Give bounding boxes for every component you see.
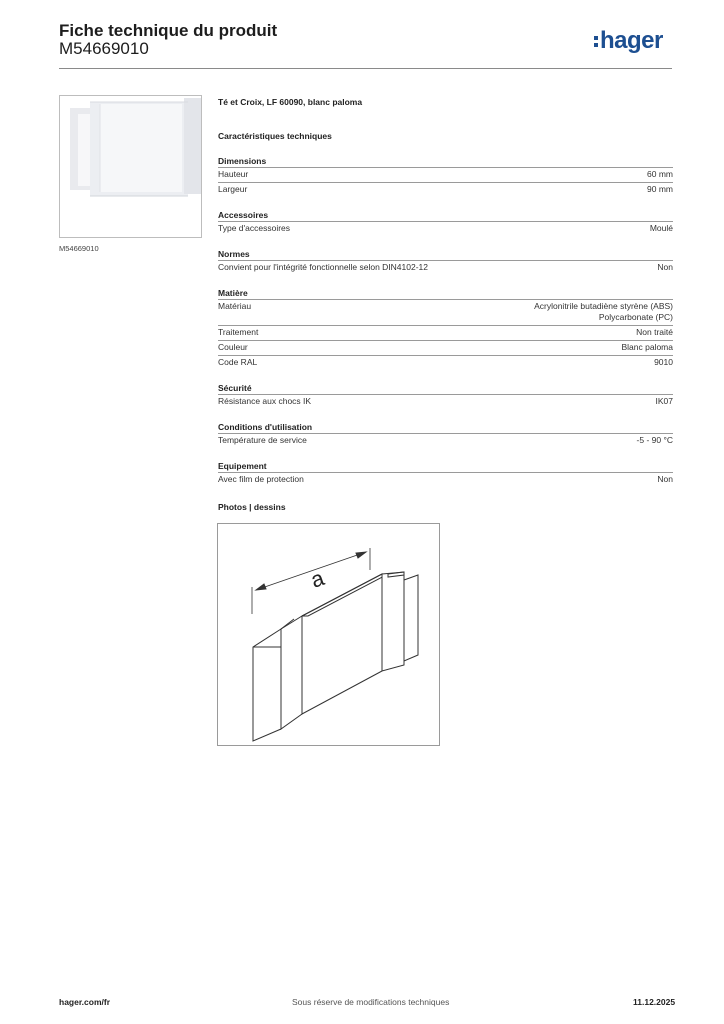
section-title: Dimensions [218,156,267,166]
section-title: Normes [218,249,250,259]
spec-value [657,474,673,485]
logo-wordmark: hager [600,27,663,54]
spec-label: Température de service [218,435,307,445]
spec-row [218,472,673,487]
spec-label: Convient pour l'intégrité fonctionnelle selon DIN4102-12 [218,262,429,272]
spec-row [218,167,673,182]
section-title: Sécurité [218,383,252,393]
spec-label: Type d'accessoires [218,223,291,233]
spec-value [656,396,674,407]
spec-row [218,299,673,325]
footer-date: 11.12.2025 [633,997,676,1007]
spec-value [657,262,673,273]
spec-value [637,435,673,446]
spec-value [647,169,673,180]
photos-heading: Photos | dessins [218,502,286,512]
spec-row [218,260,673,275]
spec-value [650,223,673,234]
product-photo [59,95,202,238]
spec-value-line: -5 - 90 °C [636,435,673,445]
spec-value-line: 9010 [654,357,673,367]
specs-heading: Caractéristiques techniques [218,131,332,141]
spec-section [218,460,673,487]
product-name: Té et Croix, LF 60090, blanc paloma [218,97,363,107]
spec-label: Traitement [218,327,259,337]
header-divider [59,68,672,69]
spec-row [218,325,673,340]
spec-row [218,394,673,409]
spec-value-line: Polycarbonate (PC) [598,312,673,322]
product-reference: M54669010 [59,39,149,58]
photo-caption: M54669010 [59,244,99,253]
section-title: Equipement [218,461,267,471]
spec-value-line: Non [657,474,673,484]
spec-value [636,327,673,338]
spec-label: Résistance aux chocs IK [218,396,312,406]
spec-value [654,357,673,368]
spec-value [621,342,673,353]
spec-row [218,433,673,448]
spec-value-line: 90 mm [647,184,673,194]
spec-section [218,248,673,275]
hager-logo [592,27,676,57]
footer-website[interactable]: hager.com/fr [59,997,111,1007]
spec-section [218,382,673,409]
spec-section [218,209,673,236]
footer-disclaimer: Sous réserve de modifications techniques [292,997,450,1007]
spec-section [218,155,673,197]
spec-value-line: Non [657,262,673,272]
spec-section [218,287,673,370]
spec-row [218,340,673,355]
spec-value-line: 60 mm [647,169,673,179]
spec-row [218,182,673,197]
dimension-label-a: a [307,565,328,593]
spec-value-line: IK07 [655,396,673,406]
spec-label: Largeur [218,184,248,194]
specifications [218,95,673,499]
spec-label: Matériau [218,301,252,311]
spec-label: Couleur [218,342,248,352]
section-title: Matière [218,288,248,298]
page-title: Fiche technique du produit [59,21,278,40]
spec-value [534,301,673,323]
spec-label: Code RAL [218,357,258,367]
spec-label: Avec film de protection [218,474,304,484]
spec-value-line: Acrylonitrile butadiène styrène (ABS) [534,301,673,311]
spec-row [218,355,673,370]
spec-sections [218,155,673,487]
section-title: Accessoires [218,210,269,220]
spec-value [647,184,673,195]
section-title: Conditions d'utilisation [218,422,313,432]
spec-label: Hauteur [218,169,249,179]
technical-drawing [217,523,440,746]
spec-value-line: Non traité [636,327,673,337]
spec-row [218,221,673,236]
spec-value-line: Moulé [649,223,673,233]
spec-value-line: Blanc paloma [621,342,673,352]
spec-section [218,421,673,448]
